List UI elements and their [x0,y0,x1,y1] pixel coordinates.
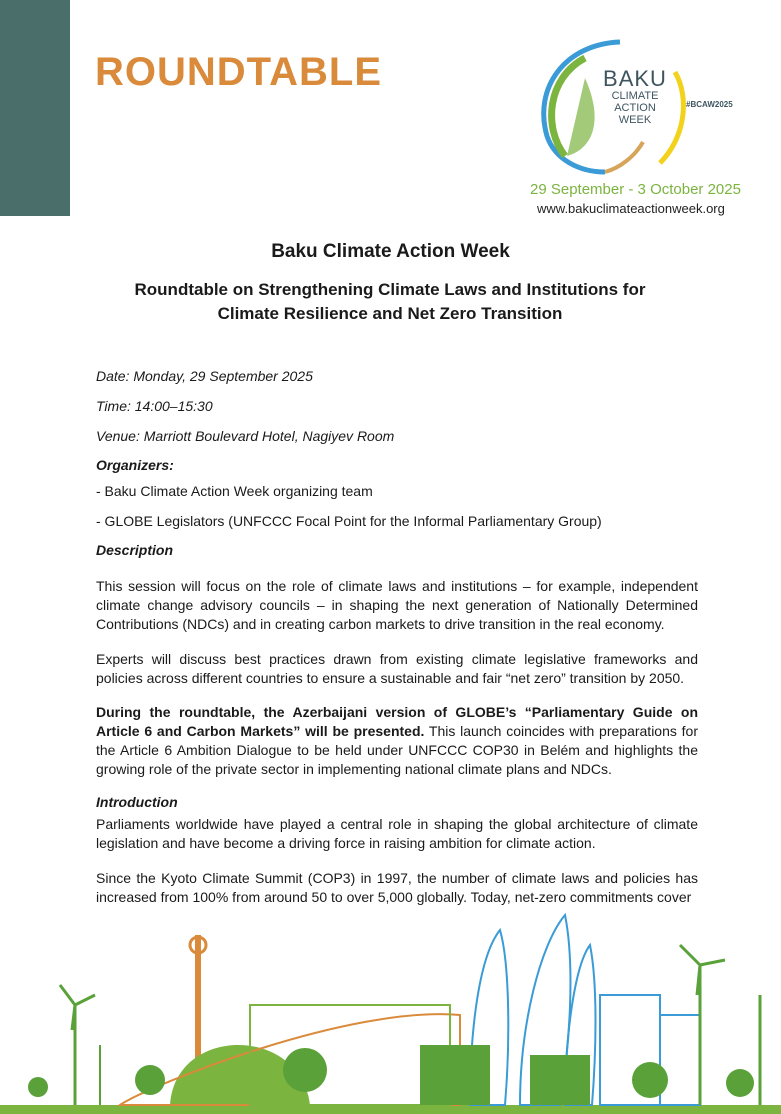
event-title: Baku Climate Action Week [271,241,510,262]
description-paragraph: This session will focus on the role of climate laws and institutions – for example, independent climate change advisory councils – in shaping the next generation of Nationally Determined Contributions (NDCs) and in creating carbon markets to drive transition in the real economy. [96,578,698,632]
hashtag: #BCAW2025 [686,100,733,109]
introduction-paragraph: Parliaments worldwide have played a central role in shaping the global architecture of climate legislation and have become a driving force in raising ambition for climate action. [96,816,698,851]
logo-wordmark: BAKU CLIMATE ACTION WEEK [603,66,667,126]
meta-date: Date: Monday, 29 September 2025 [96,368,313,384]
description-heading: Description [96,542,174,558]
organizer-item: - GLOBE Legislators (UNFCCC Focal Point for the Informal Parliamentary Group) [96,513,602,529]
description-paragraph: During the roundtable, the Azerbaijani version of GLOBE’s “Parliamentary Guide on Article 6 and Carbon Markets” will be presented. This launch coincides with preparations for the Article 6 Ambition Dialogue to be held under UNFCCC COP30 in Belém and highlights the growing role of the private sector in implementing national climate plans and NDCs. [96,704,698,777]
city-skyline-illustration [0,905,781,1114]
introduction-paragraph: Since the Kyoto Climate Summit (COP3) in 1997, the number of climate laws and policies has increased from 100% from around 50 to over 5,000 globally. Today, net-zero commitments cover [96,870,698,905]
introduction-heading: Introduction [96,794,178,810]
banner-title: ROUNDTABLE [95,50,383,94]
header-color-bar [0,0,70,216]
website-link[interactable]: www.bakuclimateactionweek.org [537,201,725,216]
meta-time: Time: 14:00–15:30 [96,398,213,414]
event-dates: 29 September - 3 October 2025 [530,181,741,198]
organizers-heading: Organizers: [96,457,174,473]
description-paragraph: Experts will discuss best practices drawn from existing climate legislative frameworks and policies across different countries to ensure a sustainable and fair “net zero” transition by 2050. [96,651,698,686]
organizer-item: - Baku Climate Action Week organizing team [96,483,373,499]
roundtable-subtitle: Roundtable on Strengthening Climate Laws and Institutions for Climate Resilience and Net Zero Transition [134,280,646,323]
meta-venue: Venue: Marriott Boulevard Hotel, Nagiyev Room [96,428,395,444]
